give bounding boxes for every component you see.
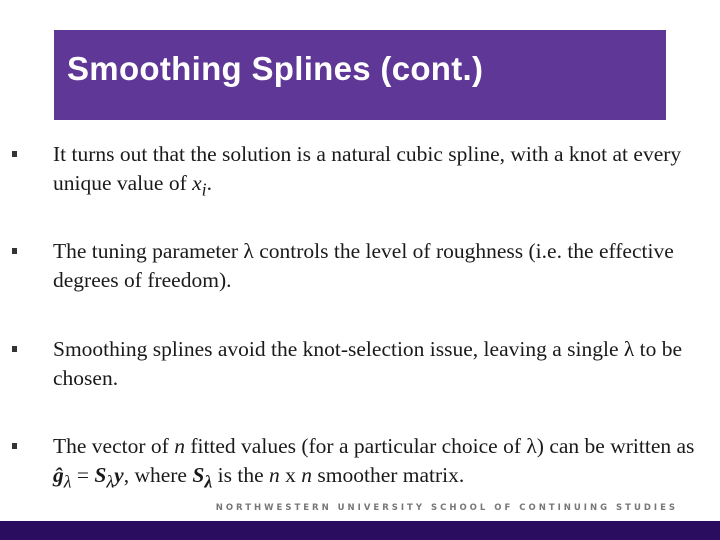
text-run: , where — [123, 463, 193, 487]
math-var: S — [94, 463, 107, 487]
bullet-icon — [12, 248, 17, 254]
math-var: n — [301, 463, 312, 487]
text-run: It turns out that the solution is a natural cubic spline, with a knot at every unique value of — [53, 142, 682, 195]
bullet-text: The tuning parameter λ controls the level of roughness (i.e. the effective degrees of freedom). — [53, 239, 674, 292]
bullet-icon — [12, 346, 17, 352]
bullet-icon — [12, 151, 17, 157]
math-subscript: λ — [204, 471, 213, 492]
title-banner — [54, 30, 666, 120]
math-var: ĝ — [53, 463, 64, 487]
bottom-bar — [0, 521, 720, 540]
bullet-text — [53, 140, 713, 204]
math-var: n — [174, 434, 185, 458]
text-run: smoother matrix. — [312, 463, 465, 487]
bullet-text — [53, 432, 713, 496]
math-subscript: λ — [63, 471, 72, 492]
text-run: = — [71, 463, 95, 487]
text-run: x — [279, 463, 302, 487]
math-var: n — [269, 463, 280, 487]
text-run: fitted values (for a particular choice of λ) can be written as — [184, 434, 695, 458]
slide-title: Smoothing Splines (cont.) — [67, 50, 484, 87]
math-var: S — [192, 463, 205, 487]
text-run: The vector of — [53, 434, 175, 458]
bullet-icon — [12, 443, 17, 449]
math-var: x — [192, 171, 202, 195]
math-subscript: λ — [106, 471, 115, 492]
math-subscript: i — [201, 179, 207, 200]
footer-institution: NORTHWESTERN UNIVERSITY SCHOOL OF CONTINUING STUDIES — [215, 503, 678, 513]
bullet-text: Smoothing splines avoid the knot-selection issue, leaving a single λ to be chosen. — [53, 337, 683, 390]
text-run: is the — [212, 463, 269, 487]
math-var: y — [114, 463, 124, 487]
text-run: . — [206, 171, 213, 195]
